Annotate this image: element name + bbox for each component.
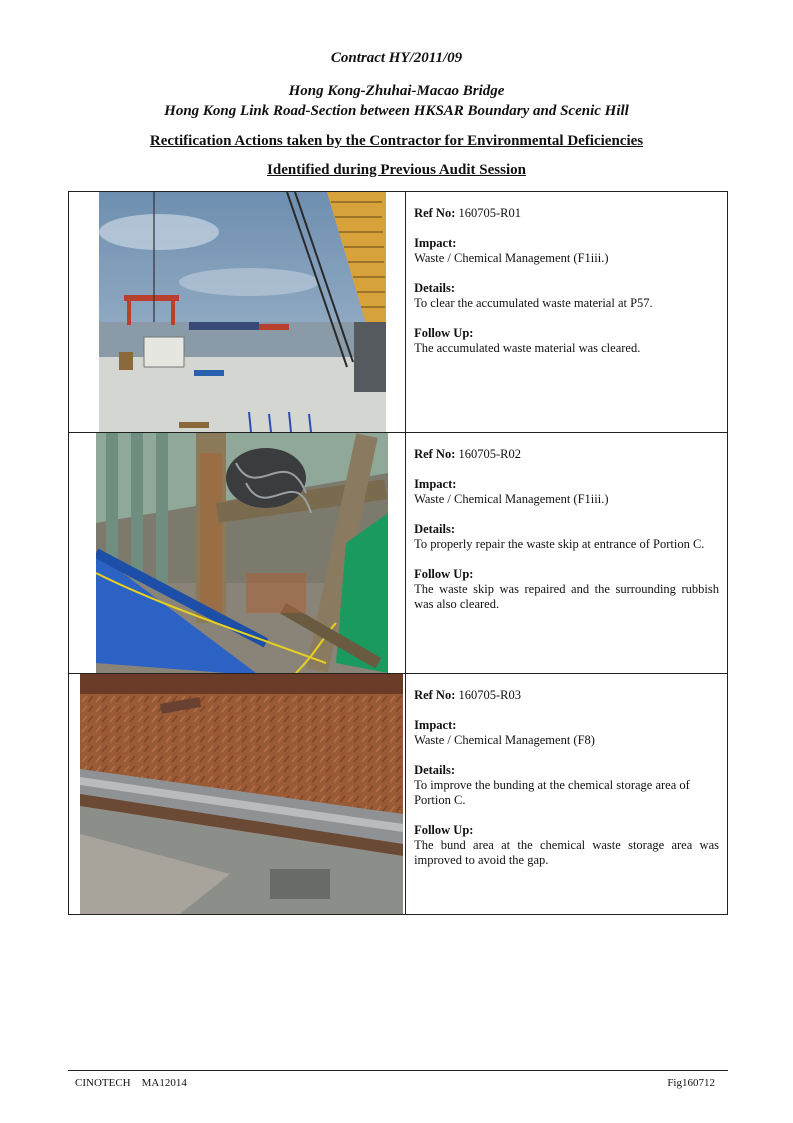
table-row	[69, 192, 728, 433]
impact-label: Impact:	[414, 236, 457, 250]
rectification-table	[68, 191, 728, 915]
details-label: Details:	[414, 522, 456, 536]
photo-cell	[69, 674, 406, 915]
details-label: Details:	[414, 281, 456, 295]
ref-no-value: 160705-R03	[458, 688, 521, 702]
footer-company: CINOTECH MA12014	[75, 1077, 187, 1089]
impact-value: Waste / Chemical Management (F1iii.)	[414, 492, 609, 506]
ref-no-value: 160705-R02	[458, 447, 521, 461]
ref-no-label: Ref No:	[414, 688, 456, 702]
project-name-line2: Hong Kong Link Road-Section between HKSAR Boundary and Scenic Hill	[164, 103, 629, 119]
impact-label: Impact:	[414, 718, 457, 732]
follow-up-value: The waste skip was repaired and the surrounding rubbish was also cleared.	[414, 582, 719, 611]
record-details-cell	[406, 433, 728, 674]
follow-up-value: The bund area at the chemical waste storage area was improved to avoid the gap.	[414, 838, 719, 867]
ref-no-label: Ref No:	[414, 206, 456, 220]
project-name-line1: Hong Kong-Zhuhai-Macao Bridge	[288, 83, 505, 99]
details-value: To properly repair the waste skip at entrance of Portion C.	[414, 537, 705, 551]
follow-up-value: The accumulated waste material was cleared.	[414, 341, 641, 355]
site-photo-r01	[99, 192, 386, 432]
details-value: To clear the accumulated waste material at P57.	[414, 296, 653, 310]
site-photo-r02	[96, 433, 388, 673]
document-header	[0, 50, 793, 179]
record-details-cell	[406, 192, 728, 433]
photo-cell	[69, 433, 406, 674]
document-title-line2: Identified during Previous Audit Session	[267, 162, 526, 178]
document-title-line1: Rectification Actions taken by the Contractor for Environmental Deficiencies	[149, 133, 644, 149]
photo-cell	[69, 192, 406, 433]
ref-no-value: 160705-R01	[458, 206, 521, 220]
contract-number: Contract HY/2011/09	[330, 50, 463, 66]
record-details-cell	[406, 674, 728, 915]
table-row	[69, 674, 728, 915]
ref-no-label: Ref No:	[414, 447, 456, 461]
follow-up-label: Follow Up:	[414, 326, 474, 340]
site-photo-r03	[80, 674, 403, 914]
details-value: To improve the bunding at the chemical storage area of Portion C.	[414, 778, 690, 807]
follow-up-label: Follow Up:	[414, 823, 474, 837]
impact-value: Waste / Chemical Management (F8)	[414, 733, 595, 747]
impact-label: Impact:	[414, 477, 457, 491]
table-row	[69, 433, 728, 674]
follow-up-label: Follow Up:	[414, 567, 474, 581]
footer-divider	[68, 1070, 728, 1071]
impact-value: Waste / Chemical Management (F1iii.)	[414, 251, 609, 265]
footer-figure-number: Fig160712	[667, 1077, 715, 1089]
details-label: Details:	[414, 763, 456, 777]
